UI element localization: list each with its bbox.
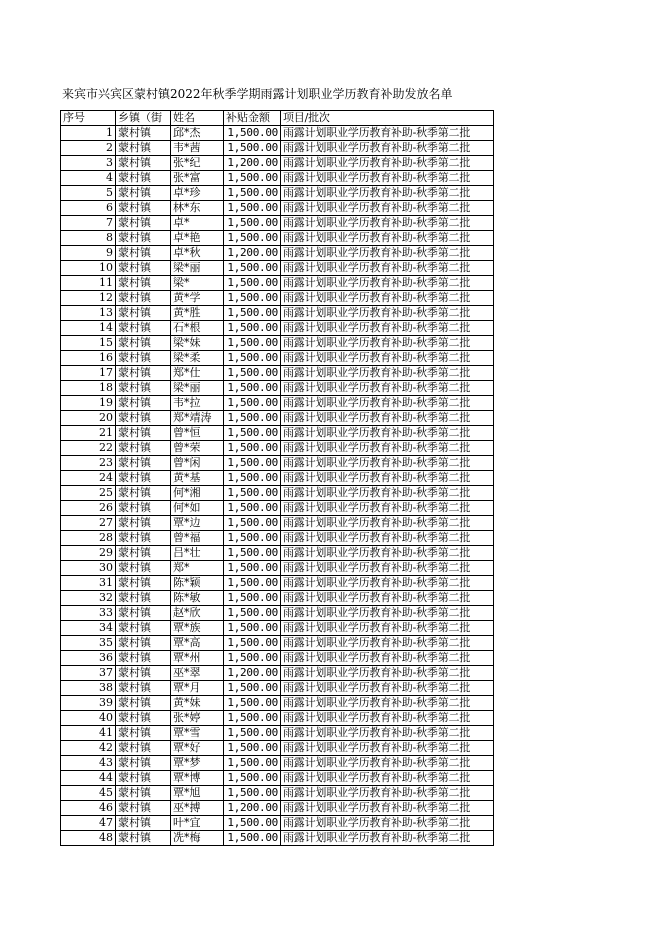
row-index: 27 <box>61 516 116 531</box>
row-amount: 1,500.00 <box>224 141 281 156</box>
row-town: 蒙村镇 <box>116 231 171 246</box>
row-project: 雨露计划职业学历教育补助-秋季第二批 <box>281 156 494 171</box>
row-index: 3 <box>61 156 116 171</box>
row-name: 覃*旭 <box>171 786 224 801</box>
table-body <box>61 111 494 846</box>
row-project: 雨露计划职业学历教育补助-秋季第二批 <box>281 171 494 186</box>
row-project: 雨露计划职业学历教育补助-秋季第二批 <box>281 186 494 201</box>
row-amount: 1,500.00 <box>224 771 281 786</box>
row-index: 44 <box>61 771 116 786</box>
row-index: 23 <box>61 456 116 471</box>
row-town: 蒙村镇 <box>116 636 171 651</box>
row-amount: 1,500.00 <box>224 441 281 456</box>
row-amount: 1,500.00 <box>224 201 281 216</box>
row-project: 雨露计划职业学历教育补助-秋季第二批 <box>281 786 494 801</box>
row-name: 卓*艳 <box>171 231 224 246</box>
page-title: 来宾市兴宾区蒙村镇2022年秋季学期雨露计划职业学历教育补助发放名单 <box>62 87 453 101</box>
row-index: 34 <box>61 621 116 636</box>
row-amount: 1,500.00 <box>224 786 281 801</box>
row-amount: 1,500.00 <box>224 426 281 441</box>
row-name: 覃*高 <box>171 636 224 651</box>
row-index: 39 <box>61 696 116 711</box>
row-amount: 1,500.00 <box>224 321 281 336</box>
table-row <box>61 156 494 171</box>
row-index: 32 <box>61 591 116 606</box>
table-row <box>61 291 494 306</box>
row-index: 8 <box>61 231 116 246</box>
table-row <box>61 306 494 321</box>
table-row <box>61 246 494 261</box>
table-row <box>61 801 494 816</box>
row-town: 蒙村镇 <box>116 771 171 786</box>
table-row <box>61 261 494 276</box>
row-project: 雨露计划职业学历教育补助-秋季第二批 <box>281 516 494 531</box>
row-index: 4 <box>61 171 116 186</box>
row-project: 雨露计划职业学历教育补助-秋季第二批 <box>281 366 494 381</box>
row-index: 22 <box>61 441 116 456</box>
row-amount: 1,500.00 <box>224 591 281 606</box>
row-town: 蒙村镇 <box>116 351 171 366</box>
row-amount: 1,500.00 <box>224 546 281 561</box>
row-name: 卓*秋 <box>171 246 224 261</box>
row-index: 7 <box>61 216 116 231</box>
row-amount: 1,500.00 <box>224 351 281 366</box>
row-town: 蒙村镇 <box>116 426 171 441</box>
row-name: 梁*丽 <box>171 261 224 276</box>
row-project: 雨露计划职业学历教育补助-秋季第二批 <box>281 591 494 606</box>
row-amount: 1,500.00 <box>224 501 281 516</box>
row-project: 雨露计划职业学历教育补助-秋季第二批 <box>281 831 494 846</box>
row-project: 雨露计划职业学历教育补助-秋季第二批 <box>281 381 494 396</box>
row-index: 33 <box>61 606 116 621</box>
row-index: 20 <box>61 411 116 426</box>
row-amount: 1,500.00 <box>224 471 281 486</box>
table-row <box>61 366 494 381</box>
row-name: 覃*月 <box>171 681 224 696</box>
row-project: 雨露计划职业学历教育补助-秋季第二批 <box>281 681 494 696</box>
table-row <box>61 471 494 486</box>
table-row <box>61 591 494 606</box>
row-amount: 1,200.00 <box>224 801 281 816</box>
row-index: 28 <box>61 531 116 546</box>
row-town: 蒙村镇 <box>116 786 171 801</box>
table-row <box>61 381 494 396</box>
row-name: 曾*恒 <box>171 426 224 441</box>
row-town: 蒙村镇 <box>116 306 171 321</box>
table-row <box>61 561 494 576</box>
table-row <box>61 831 494 846</box>
row-index: 9 <box>61 246 116 261</box>
row-amount: 1,200.00 <box>224 666 281 681</box>
header-index: 序号 <box>61 111 116 126</box>
row-town: 蒙村镇 <box>116 591 171 606</box>
row-town: 蒙村镇 <box>116 666 171 681</box>
row-name: 梁*柔 <box>171 351 224 366</box>
row-index: 41 <box>61 726 116 741</box>
row-amount: 1,500.00 <box>224 291 281 306</box>
table-row <box>61 756 494 771</box>
row-amount: 1,500.00 <box>224 411 281 426</box>
table-row <box>61 411 494 426</box>
row-town: 蒙村镇 <box>116 681 171 696</box>
row-name: 陈*颖 <box>171 576 224 591</box>
row-amount: 1,500.00 <box>224 366 281 381</box>
row-amount: 1,500.00 <box>224 711 281 726</box>
row-project: 雨露计划职业学历教育补助-秋季第二批 <box>281 126 494 141</box>
row-index: 42 <box>61 741 116 756</box>
row-name: 黄*学 <box>171 291 224 306</box>
row-name: 韦*茜 <box>171 141 224 156</box>
row-project: 雨露计划职业学历教育补助-秋季第二批 <box>281 651 494 666</box>
row-project: 雨露计划职业学历教育补助-秋季第二批 <box>281 201 494 216</box>
table-row <box>61 681 494 696</box>
row-town: 蒙村镇 <box>116 801 171 816</box>
row-town: 蒙村镇 <box>116 186 171 201</box>
row-name: 覃*雪 <box>171 726 224 741</box>
row-index: 47 <box>61 816 116 831</box>
table-row <box>61 486 494 501</box>
row-town: 蒙村镇 <box>116 201 171 216</box>
row-name: 张*富 <box>171 171 224 186</box>
row-name: 梁*丽 <box>171 381 224 396</box>
row-town: 蒙村镇 <box>116 291 171 306</box>
row-amount: 1,500.00 <box>224 561 281 576</box>
row-project: 雨露计划职业学历教育补助-秋季第二批 <box>281 621 494 636</box>
table-row <box>61 201 494 216</box>
row-project: 雨露计划职业学历教育补助-秋季第二批 <box>281 501 494 516</box>
row-project: 雨露计划职业学历教育补助-秋季第二批 <box>281 741 494 756</box>
row-index: 48 <box>61 831 116 846</box>
table-row <box>61 711 494 726</box>
table-row <box>61 351 494 366</box>
table-row <box>61 426 494 441</box>
row-name: 黄*妹 <box>171 696 224 711</box>
row-amount: 1,500.00 <box>224 516 281 531</box>
row-name: 覃*好 <box>171 741 224 756</box>
row-name: 曾*荣 <box>171 441 224 456</box>
row-name: 叶*宜 <box>171 816 224 831</box>
row-town: 蒙村镇 <box>116 621 171 636</box>
row-town: 蒙村镇 <box>116 651 171 666</box>
row-town: 蒙村镇 <box>116 486 171 501</box>
row-project: 雨露计划职业学历教育补助-秋季第二批 <box>281 336 494 351</box>
row-project: 雨露计划职业学历教育补助-秋季第二批 <box>281 486 494 501</box>
row-name: 覃*边 <box>171 516 224 531</box>
row-name: 邱*杰 <box>171 126 224 141</box>
row-town: 蒙村镇 <box>116 531 171 546</box>
row-town: 蒙村镇 <box>116 501 171 516</box>
row-project: 雨露计划职业学历教育补助-秋季第二批 <box>281 666 494 681</box>
row-index: 37 <box>61 666 116 681</box>
row-town: 蒙村镇 <box>116 411 171 426</box>
table-row <box>61 621 494 636</box>
row-town: 蒙村镇 <box>116 396 171 411</box>
row-index: 15 <box>61 336 116 351</box>
row-town: 蒙村镇 <box>116 261 171 276</box>
row-town: 蒙村镇 <box>116 336 171 351</box>
table-row <box>61 396 494 411</box>
table-row <box>61 516 494 531</box>
row-amount: 1,500.00 <box>224 486 281 501</box>
row-name: 何*如 <box>171 501 224 516</box>
row-amount: 1,500.00 <box>224 186 281 201</box>
row-project: 雨露计划职业学历教育补助-秋季第二批 <box>281 276 494 291</box>
row-index: 36 <box>61 651 116 666</box>
row-amount: 1,500.00 <box>224 261 281 276</box>
table-row <box>61 186 494 201</box>
row-name: 巫*搏 <box>171 801 224 816</box>
row-town: 蒙村镇 <box>116 171 171 186</box>
row-town: 蒙村镇 <box>116 606 171 621</box>
row-amount: 1,500.00 <box>224 696 281 711</box>
table-row <box>61 216 494 231</box>
table-row <box>61 321 494 336</box>
row-town: 蒙村镇 <box>116 126 171 141</box>
row-name: 张*纪 <box>171 156 224 171</box>
row-amount: 1,500.00 <box>224 216 281 231</box>
row-index: 46 <box>61 801 116 816</box>
table-row <box>61 336 494 351</box>
table-row <box>61 441 494 456</box>
row-town: 蒙村镇 <box>116 741 171 756</box>
table-row <box>61 771 494 786</box>
row-index: 30 <box>61 561 116 576</box>
row-town: 蒙村镇 <box>116 156 171 171</box>
row-project: 雨露计划职业学历教育补助-秋季第二批 <box>281 261 494 276</box>
row-index: 25 <box>61 486 116 501</box>
row-town: 蒙村镇 <box>116 216 171 231</box>
table-row <box>61 171 494 186</box>
row-index: 11 <box>61 276 116 291</box>
row-index: 24 <box>61 471 116 486</box>
row-amount: 1,500.00 <box>224 681 281 696</box>
table-row <box>61 666 494 681</box>
row-name: 冼*梅 <box>171 831 224 846</box>
table-row <box>61 606 494 621</box>
row-project: 雨露计划职业学历教育补助-秋季第二批 <box>281 441 494 456</box>
row-town: 蒙村镇 <box>116 816 171 831</box>
row-amount: 1,500.00 <box>224 336 281 351</box>
row-index: 1 <box>61 126 116 141</box>
table-row <box>61 786 494 801</box>
table-row <box>61 651 494 666</box>
row-name: 郑*靖涛 <box>171 411 224 426</box>
row-name: 曾*福 <box>171 531 224 546</box>
row-index: 17 <box>61 366 116 381</box>
table-row <box>61 126 494 141</box>
row-amount: 1,500.00 <box>224 576 281 591</box>
row-project: 雨露计划职业学历教育补助-秋季第二批 <box>281 546 494 561</box>
row-amount: 1,500.00 <box>224 531 281 546</box>
subsidy-table <box>60 110 494 846</box>
row-project: 雨露计划职业学历教育补助-秋季第二批 <box>281 231 494 246</box>
header-name: 姓名 <box>171 111 224 126</box>
row-name: 韦*拉 <box>171 396 224 411</box>
row-amount: 1,500.00 <box>224 726 281 741</box>
row-project: 雨露计划职业学历教育补助-秋季第二批 <box>281 606 494 621</box>
table-row <box>61 546 494 561</box>
row-index: 2 <box>61 141 116 156</box>
row-index: 29 <box>61 546 116 561</box>
row-project: 雨露计划职业学历教育补助-秋季第二批 <box>281 756 494 771</box>
row-project: 雨露计划职业学历教育补助-秋季第二批 <box>281 801 494 816</box>
row-project: 雨露计划职业学历教育补助-秋季第二批 <box>281 561 494 576</box>
row-town: 蒙村镇 <box>116 141 171 156</box>
row-amount: 1,500.00 <box>224 651 281 666</box>
row-town: 蒙村镇 <box>116 576 171 591</box>
row-index: 21 <box>61 426 116 441</box>
row-name: 郑* <box>171 561 224 576</box>
row-project: 雨露计划职业学历教育补助-秋季第二批 <box>281 636 494 651</box>
row-project: 雨露计划职业学历教育补助-秋季第二批 <box>281 306 494 321</box>
row-project: 雨露计划职业学历教育补助-秋季第二批 <box>281 216 494 231</box>
row-town: 蒙村镇 <box>116 756 171 771</box>
row-index: 38 <box>61 681 116 696</box>
row-town: 蒙村镇 <box>116 366 171 381</box>
row-project: 雨露计划职业学历教育补助-秋季第二批 <box>281 396 494 411</box>
header-project: 项目/批次 <box>281 111 494 126</box>
row-index: 16 <box>61 351 116 366</box>
row-name: 梁* <box>171 276 224 291</box>
row-name: 覃*博 <box>171 771 224 786</box>
row-amount: 1,500.00 <box>224 126 281 141</box>
row-name: 赵*欣 <box>171 606 224 621</box>
row-index: 10 <box>61 261 116 276</box>
row-amount: 1,500.00 <box>224 816 281 831</box>
row-town: 蒙村镇 <box>116 471 171 486</box>
row-amount: 1,500.00 <box>224 171 281 186</box>
row-index: 31 <box>61 576 116 591</box>
row-name: 覃*族 <box>171 621 224 636</box>
row-project: 雨露计划职业学历教育补助-秋季第二批 <box>281 696 494 711</box>
table-row <box>61 141 494 156</box>
row-town: 蒙村镇 <box>116 441 171 456</box>
row-amount: 1,500.00 <box>224 741 281 756</box>
row-project: 雨露计划职业学历教育补助-秋季第二批 <box>281 426 494 441</box>
row-name: 覃*州 <box>171 651 224 666</box>
row-project: 雨露计划职业学历教育补助-秋季第二批 <box>281 351 494 366</box>
row-town: 蒙村镇 <box>116 456 171 471</box>
row-index: 19 <box>61 396 116 411</box>
row-index: 45 <box>61 786 116 801</box>
row-index: 12 <box>61 291 116 306</box>
row-project: 雨露计划职业学历教育补助-秋季第二批 <box>281 456 494 471</box>
row-amount: 1,500.00 <box>224 636 281 651</box>
row-project: 雨露计划职业学历教育补助-秋季第二批 <box>281 246 494 261</box>
row-index: 26 <box>61 501 116 516</box>
table-row <box>61 456 494 471</box>
table-row <box>61 276 494 291</box>
row-amount: 1,500.00 <box>224 831 281 846</box>
row-name: 何*湘 <box>171 486 224 501</box>
row-amount: 1,200.00 <box>224 156 281 171</box>
row-project: 雨露计划职业学历教育补助-秋季第二批 <box>281 771 494 786</box>
row-index: 13 <box>61 306 116 321</box>
table-row <box>61 696 494 711</box>
row-town: 蒙村镇 <box>116 246 171 261</box>
row-amount: 1,500.00 <box>224 381 281 396</box>
row-name: 巫*翠 <box>171 666 224 681</box>
row-index: 14 <box>61 321 116 336</box>
row-project: 雨露计划职业学历教育补助-秋季第二批 <box>281 291 494 306</box>
row-name: 黄*胜 <box>171 306 224 321</box>
row-name: 卓* <box>171 216 224 231</box>
row-town: 蒙村镇 <box>116 516 171 531</box>
row-town: 蒙村镇 <box>116 321 171 336</box>
row-project: 雨露计划职业学历教育补助-秋季第二批 <box>281 471 494 486</box>
row-name: 林*东 <box>171 201 224 216</box>
row-town: 蒙村镇 <box>116 711 171 726</box>
row-name: 卓*珍 <box>171 186 224 201</box>
table-row <box>61 726 494 741</box>
row-town: 蒙村镇 <box>116 381 171 396</box>
row-index: 6 <box>61 201 116 216</box>
row-amount: 1,500.00 <box>224 606 281 621</box>
row-index: 43 <box>61 756 116 771</box>
row-name: 覃*梦 <box>171 756 224 771</box>
table-row <box>61 531 494 546</box>
row-name: 黄*基 <box>171 471 224 486</box>
table-row <box>61 816 494 831</box>
row-amount: 1,500.00 <box>224 621 281 636</box>
header-amount: 补贴金额 <box>224 111 281 126</box>
row-project: 雨露计划职业学历教育补助-秋季第二批 <box>281 726 494 741</box>
row-name: 曾*闲 <box>171 456 224 471</box>
header-town: 乡镇（街 <box>116 111 171 126</box>
row-name: 张*婷 <box>171 711 224 726</box>
row-project: 雨露计划职业学历教育补助-秋季第二批 <box>281 711 494 726</box>
row-town: 蒙村镇 <box>116 561 171 576</box>
row-name: 梁*妹 <box>171 336 224 351</box>
table-header-row <box>61 111 494 126</box>
row-name: 郑*仕 <box>171 366 224 381</box>
row-index: 5 <box>61 186 116 201</box>
row-amount: 1,500.00 <box>224 456 281 471</box>
row-town: 蒙村镇 <box>116 696 171 711</box>
row-index: 40 <box>61 711 116 726</box>
table-row <box>61 231 494 246</box>
row-project: 雨露计划职业学历教育补助-秋季第二批 <box>281 816 494 831</box>
row-amount: 1,500.00 <box>224 306 281 321</box>
row-name: 陈*敏 <box>171 591 224 606</box>
table-row <box>61 576 494 591</box>
row-town: 蒙村镇 <box>116 831 171 846</box>
table-row <box>61 501 494 516</box>
row-amount: 1,500.00 <box>224 396 281 411</box>
row-town: 蒙村镇 <box>116 276 171 291</box>
row-town: 蒙村镇 <box>116 546 171 561</box>
row-index: 35 <box>61 636 116 651</box>
row-name: 吕*壮 <box>171 546 224 561</box>
row-project: 雨露计划职业学历教育补助-秋季第二批 <box>281 141 494 156</box>
row-project: 雨露计划职业学历教育补助-秋季第二批 <box>281 411 494 426</box>
row-amount: 1,500.00 <box>224 231 281 246</box>
row-town: 蒙村镇 <box>116 726 171 741</box>
row-amount: 1,500.00 <box>224 756 281 771</box>
row-index: 18 <box>61 381 116 396</box>
row-amount: 1,500.00 <box>224 276 281 291</box>
row-project: 雨露计划职业学历教育补助-秋季第二批 <box>281 531 494 546</box>
table-row <box>61 636 494 651</box>
row-project: 雨露计划职业学历教育补助-秋季第二批 <box>281 321 494 336</box>
row-amount: 1,200.00 <box>224 246 281 261</box>
row-name: 石*根 <box>171 321 224 336</box>
row-project: 雨露计划职业学历教育补助-秋季第二批 <box>281 576 494 591</box>
table-row <box>61 741 494 756</box>
